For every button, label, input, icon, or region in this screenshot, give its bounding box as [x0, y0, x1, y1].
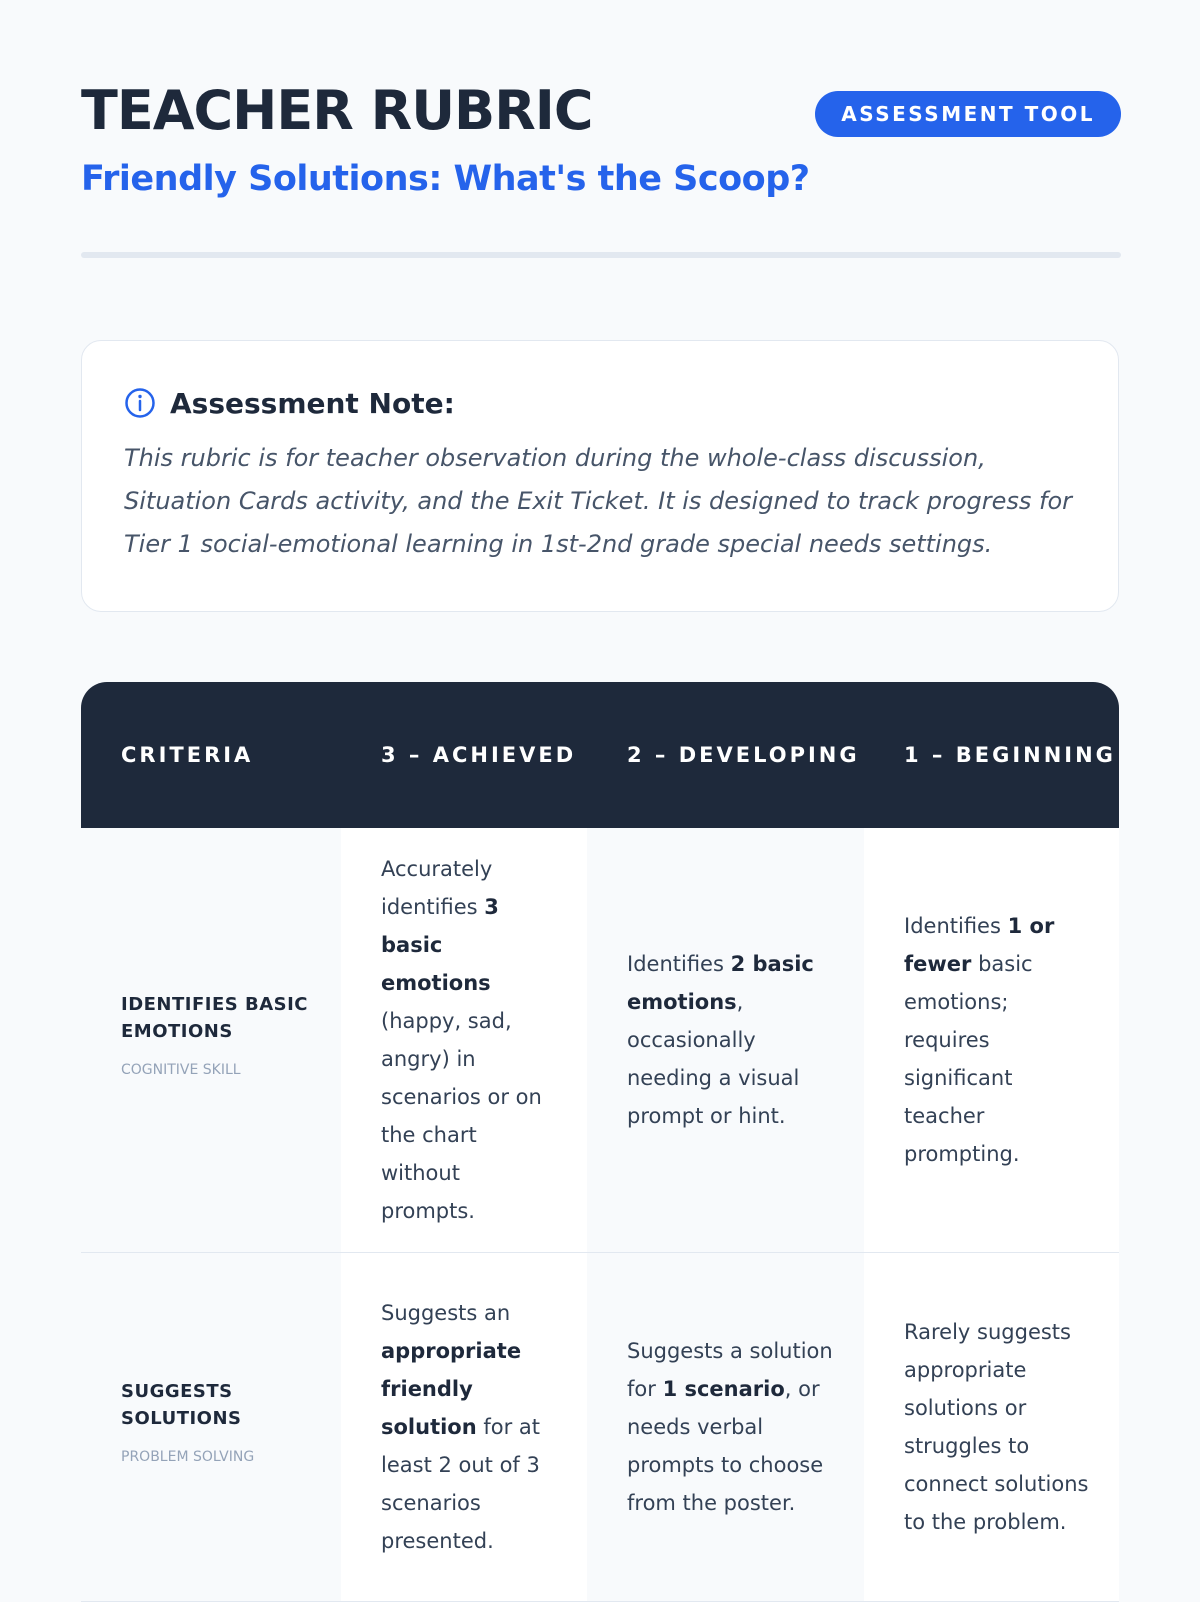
achieved-text: Suggests an appropriate friendly solution for at least 2 out of 3 scenarios presented.	[381, 1301, 541, 1553]
achieved-text: Accurately identifies 3 basic emotions (happy, sad, angry) in scenarios or on the chart without prompts.	[381, 857, 542, 1223]
note-title: Assessment Note:	[170, 386, 455, 420]
assessment-note-card	[81, 340, 1119, 612]
rubric-table	[81, 682, 1119, 1602]
beginning-cell	[864, 828, 1119, 1252]
beginning-cell	[864, 1253, 1119, 1601]
achieved-cell	[341, 1253, 587, 1601]
note-text: This rubric is for teacher observation during the whole-class discussion, Situation Cards activity, and the Exit Ticket. It is designed to track progress for Tier 1 social-emotional learning in 1st-2nd grade special needs settings.	[124, 444, 1072, 558]
table-row	[81, 1253, 1119, 1602]
header-divider	[81, 252, 1121, 258]
table-header	[81, 682, 1119, 828]
assessment-tool-badge: ASSESSMENT TOOL	[815, 91, 1121, 137]
developing-text: Suggests a solution for 1 scenario, or needs verbal prompts to choose from the poster.	[627, 1339, 833, 1515]
criterion-cell	[81, 1253, 341, 1601]
developing-text: Identifies 2 basic emotions, occasionally needing a visual prompt or hint.	[627, 952, 814, 1128]
beginning-text: Identifies 1 or fewer basic emotions; requires significant teacher prompting.	[904, 914, 1055, 1166]
header-criteria: CRITERIA	[121, 742, 254, 767]
header-achieved: 3 – ACHIEVED	[381, 742, 577, 767]
info-icon	[124, 387, 156, 419]
criterion-category: PROBLEM SOLVING	[121, 1449, 255, 1465]
page-title: TEACHER RUBRIC	[81, 79, 593, 142]
criterion-category: COGNITIVE SKILL	[121, 1062, 241, 1078]
criterion-cell	[81, 828, 341, 1252]
developing-cell	[587, 1253, 864, 1601]
achieved-cell	[341, 828, 587, 1252]
page-header	[81, 78, 1121, 202]
criterion-name: IDENTIFIES BASIC EMOTIONS	[121, 994, 309, 1042]
page-subtitle: Friendly Solutions: What's the Scoop?	[81, 159, 810, 199]
table-row	[81, 828, 1119, 1253]
header-developing: 2 – DEVELOPING	[627, 742, 860, 767]
beginning-text: Rarely suggests appropriate solutions or struggles to connect solutions to the problem.	[904, 1320, 1089, 1534]
criterion-name: SUGGESTS SOLUTIONS	[121, 1381, 242, 1429]
header-beginning: 1 – BEGINNING	[904, 742, 1116, 767]
developing-cell	[587, 828, 864, 1252]
